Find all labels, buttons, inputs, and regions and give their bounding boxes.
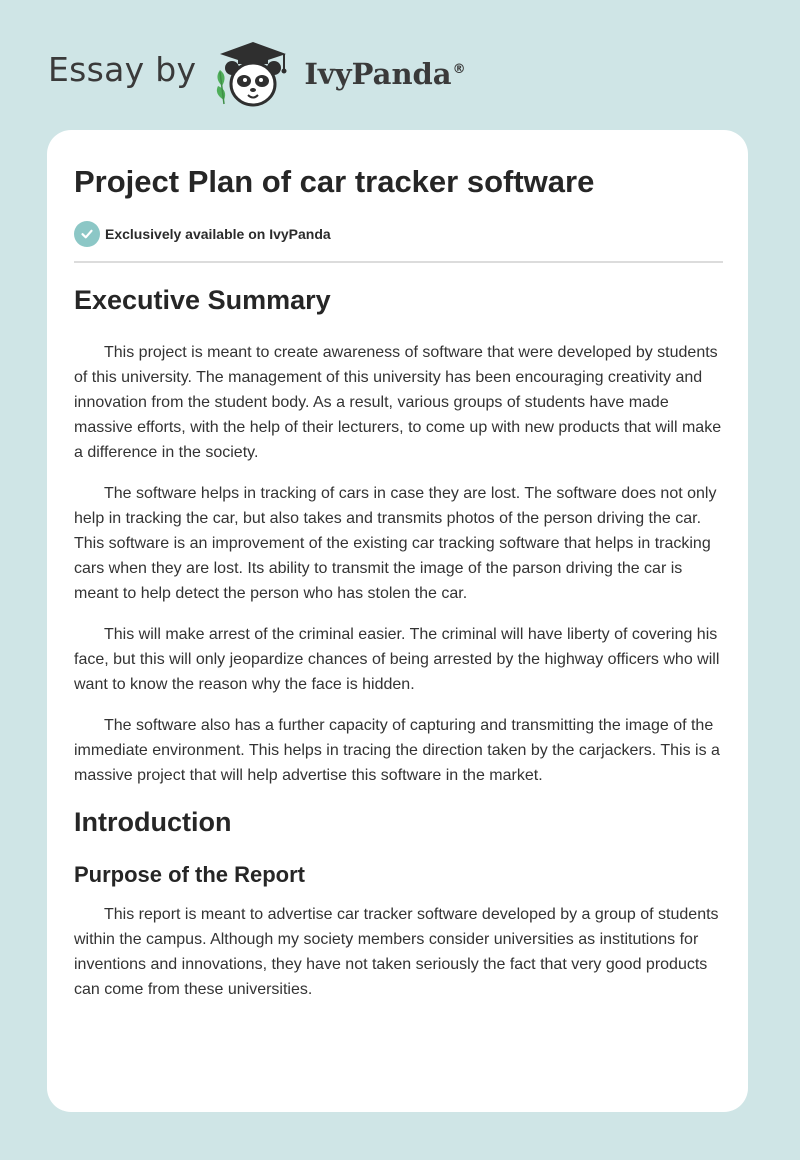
subheading-purpose-of-report: Purpose of the Report [74,862,306,887]
title-divider [74,261,723,263]
exclusive-label: Exclusively available on IvyPanda [105,226,331,242]
section-heading-executive-summary: Executive Summary [74,285,331,315]
article-title: Project Plan of car tracker software [74,164,595,199]
brand-registered-mark: ® [452,62,466,78]
paragraph: This will make arrest of the criminal easier. The criminal will have liberty of covering his face, but this will only jeopardize chances of being arrested by the highway officers who will want to know the reason why the face is hidden. [74,626,720,693]
brand-prefix: Essay by [48,49,197,89]
paragraph: This report is meant to advertise car tracker software developed by a group of students within the campus. Although my society members consider universities as institutions for inventions and innovations, they have not taken seriously the fact that very good products can come from these universities. [74,906,719,998]
paragraph: The software helps in tracking of cars in case they are lost. The software does not only help in tracking the car, but also takes and transmits photos of the person driving the car. This software is an improvement of the existing car tracking software that helps in tracking cars when they are lost. Its ability to transmit the image of the parson driving the car is meant to help detect the person who has stolen the car. [74,485,717,602]
paragraph: The software also has a further capacity of capturing and transmitting the image of the immediate environment. This helps in tracing the direction taken by the carjackers. This is a massive project that will help advertise this software in the market. [74,717,720,784]
article-body [74,282,723,1018]
brand-name: IvyPanda® [304,57,466,91]
section-heading-introduction: Introduction [74,807,232,837]
ivypanda-logo-icon [208,34,298,110]
paragraph: This project is meant to create awareness of software that were developed by students of this university. The management of this university has been encouraging creativity and innovation from the student body. As a result, various groups of students have made massive efforts, with the help of their lecturers, to come up with new products that will make a difference in the society. [74,344,722,461]
exclusive-badge [74,221,331,247]
article-card [47,130,748,1112]
check-icon [74,221,100,247]
brand-header [48,34,466,110]
